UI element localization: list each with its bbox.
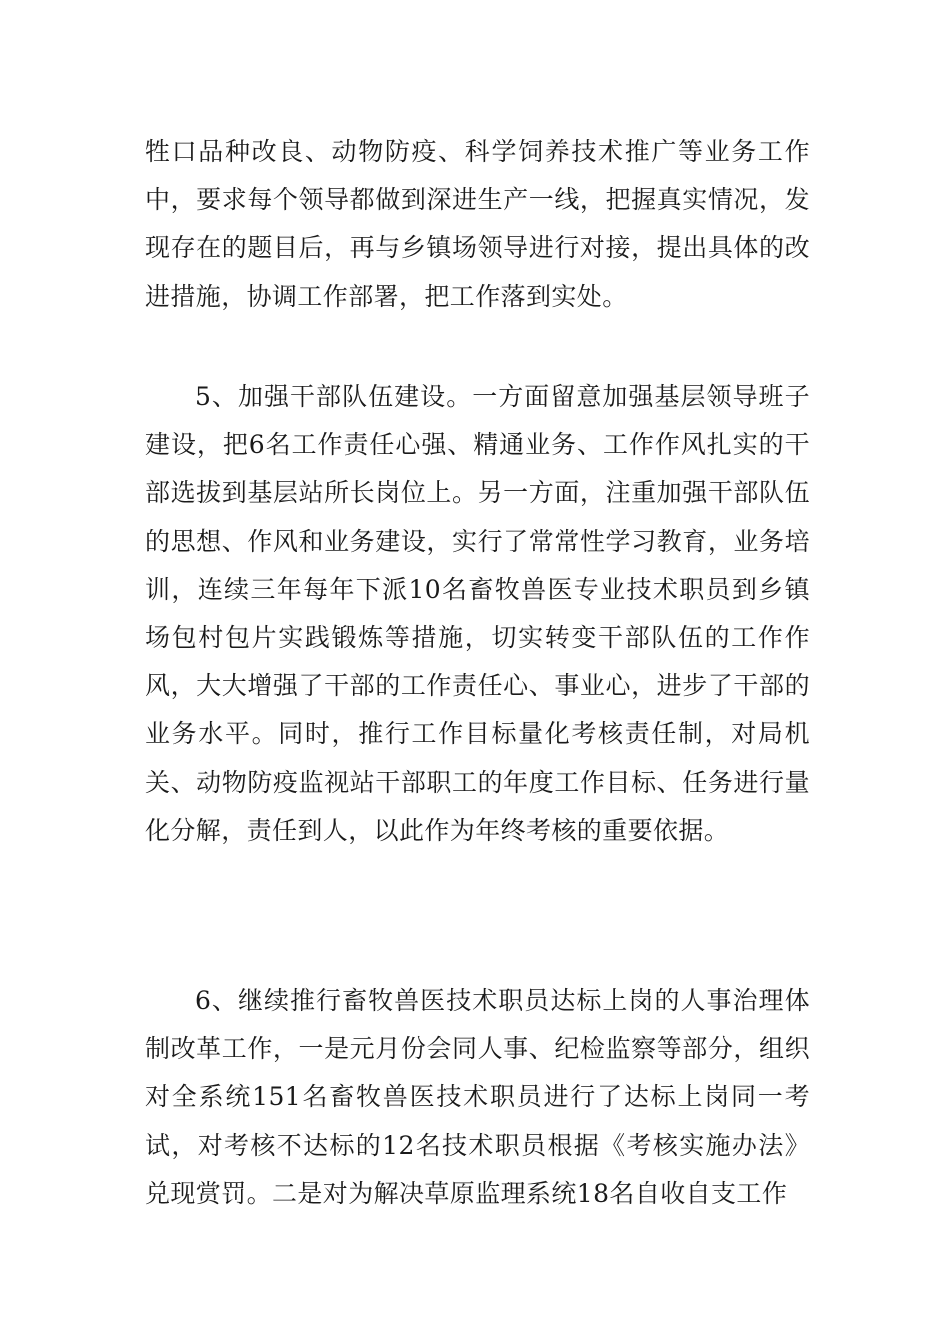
paragraph-continuation: 牲口品种改良、动物防疫、科学饲养技术推广等业务工作中，要求每个领导都做到深进生产一线，把握真实情况，发现存在的题目后，再与乡镇场领导进行对接，提出具体的改进措施，协调工作部署，把工作落到实处。 <box>145 137 810 311</box>
paragraph-item-6: 6、继续推行畜牧兽医技术职员达标上岗的人事治理体制改革工作，一是元月份会同人事、纪检监察等部分，组织对全系统151名畜牧兽医技术职员进行了达标上岗同一考试，对考核不达标的12名技术职员根据《考核实施办法》兑现赏罚。二是对为解决草原监理系统18名自收自支工作 <box>145 986 810 1208</box>
paragraph-item-5: 5、加强干部队伍建设。一方面留意加强基层领导班子建设，把6名工作责任心强、精通业务、工作作风扎实的干部选拔到基层站所长岗位上。另一方面，注重加强干部队伍的思想、作风和业务建设，实行了常常性学习教育，业务培训，连续三年每年下派10名畜牧兽医专业技术职员到乡镇场包村包片实践锻炼等措施，切实转变干部队伍的工作作风，大大增强了干部的工作责任心、事业心，进步了干部的业务水平。同时，推行工作目标量化考核责任制，对局机关、动物防疫监视站干部职工的年度工作目标、任务进行量化分解，责任到人，以此作为年终考核的重要依据。 <box>145 382 810 845</box>
